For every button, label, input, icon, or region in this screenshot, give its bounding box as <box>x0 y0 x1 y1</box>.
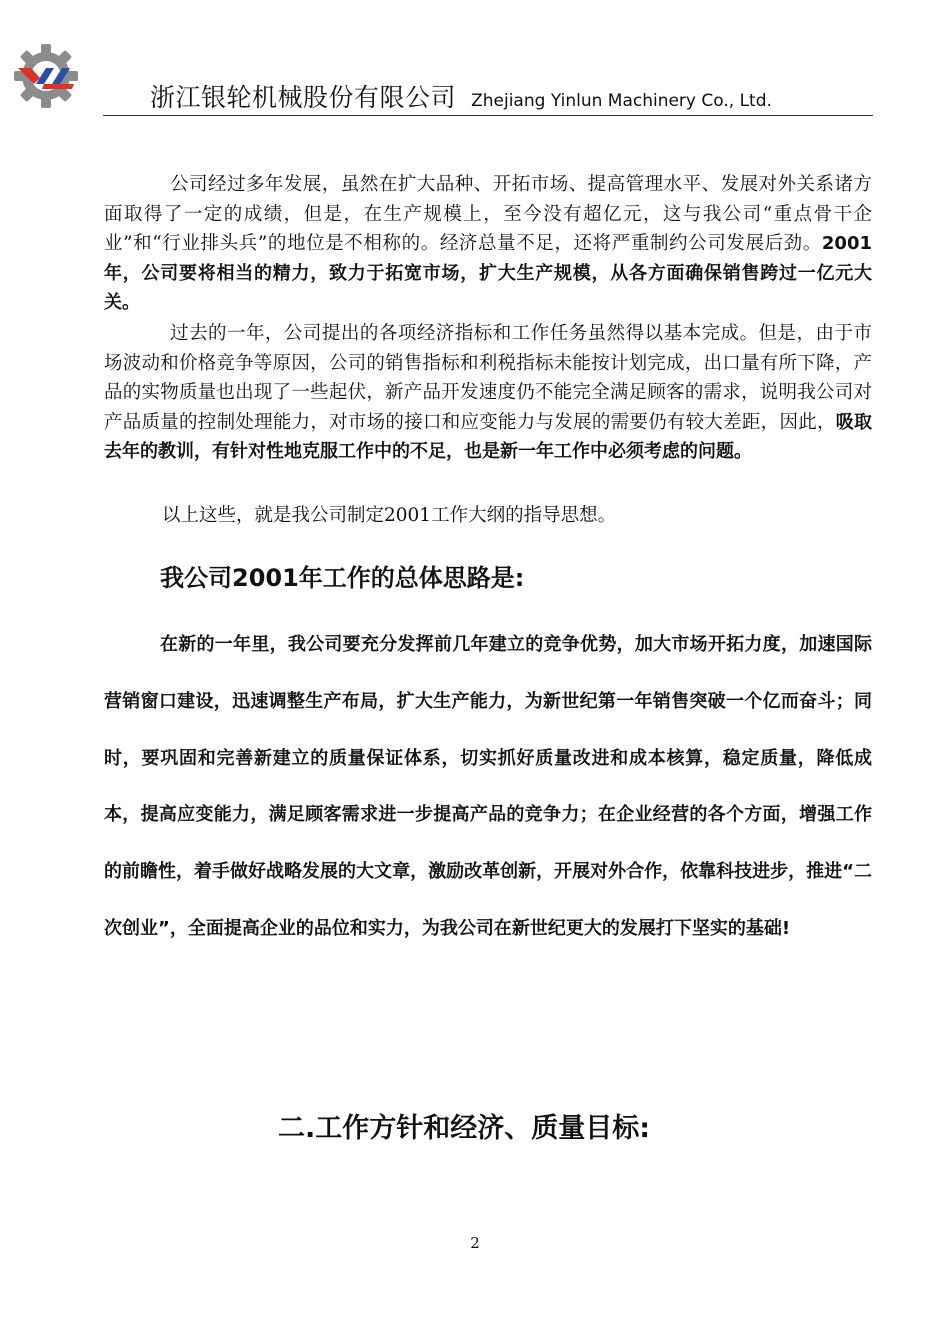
paragraph-bold-text: 2001年，公司要将相当的精力，致力于拓宽市场，扩大生产规模，从各方面确保销售跨过一亿元大关。 <box>104 233 872 313</box>
gear-logo-icon <box>14 44 78 108</box>
paragraph-bold-text: 吸取去年的教训，有针对性地克服工作中的不足，也是新一年工作中必须考虑的问题。 <box>104 411 872 462</box>
header-divider <box>103 115 873 116</box>
paragraph-last-year <box>104 319 872 467</box>
letterhead <box>150 78 772 114</box>
company-name-cn: 浙江银轮机械股份有限公司 <box>150 83 457 112</box>
overall-plan-text: 在新的一年里，我公司要充分发挥前几年建立的竞争优势，加大市场开拓力度，加速国际营销窗口建设，迅速调整生产布局，扩大生产能力，为新世纪第一年销售突破一个亿而奋斗；同时，要巩固和完善新建立的质量保证体系，切实抓好质量改进和成本核算，稳定质量，降低成本，提高应变能力，满足顾客需求进一步提高产品的竞争力；在企业经营的各个方面，增强工作的前瞻性，着手做好战略发展的大文章，激励改革创新，开展对外合作，依靠科技进步，推进“二次创业”，全面提高企业的品位和实力，为我公司在新世纪更大的发展打下坚实的基础! <box>104 634 872 939</box>
company-logo <box>14 44 78 108</box>
company-name-en: Zhejiang Yinlun Machinery Co., Ltd. <box>471 91 772 111</box>
paragraph-development <box>104 170 872 318</box>
section-heading-overall-plan: 我公司2001年工作的总体思路是: <box>160 564 525 592</box>
paragraph-text: 公司经过多年发展，虽然在扩大品种、开拓市场、提高管理水平、发展对外关系诸方面取得了一定的成绩，但是，在生产规模上，至今没有超亿元，这与我公司“重点骨干企业”和“行业排头兵”的地位是不相称的。经济总量不足，还将严重制约公司发展后劲。 <box>104 174 872 254</box>
section-heading-policy-targets: 二.工作方针和经济、质量目标: <box>278 1113 651 1144</box>
paragraph-text: 过去的一年，公司提出的各项经济指标和工作任务虽然得以基本完成。但是，由于市场波动和价格竞争等原因，公司的销售指标和利税指标未能按计划完成，出口量有所下降，产品的实物质量也出现了一些起伏，新产品开发速度仍不能完全满足顾客的需求，说明我公司对产品质量的控制处理能力，对市场的接口和应变能力与发展的需要仍有较大差距，因此， <box>104 323 872 433</box>
paragraph-guiding-idea <box>104 501 872 531</box>
page-number: 2 <box>470 1234 480 1252</box>
paragraph-text: 以上这些，就是我公司制定2001工作大纲的指导思想。 <box>162 505 617 526</box>
